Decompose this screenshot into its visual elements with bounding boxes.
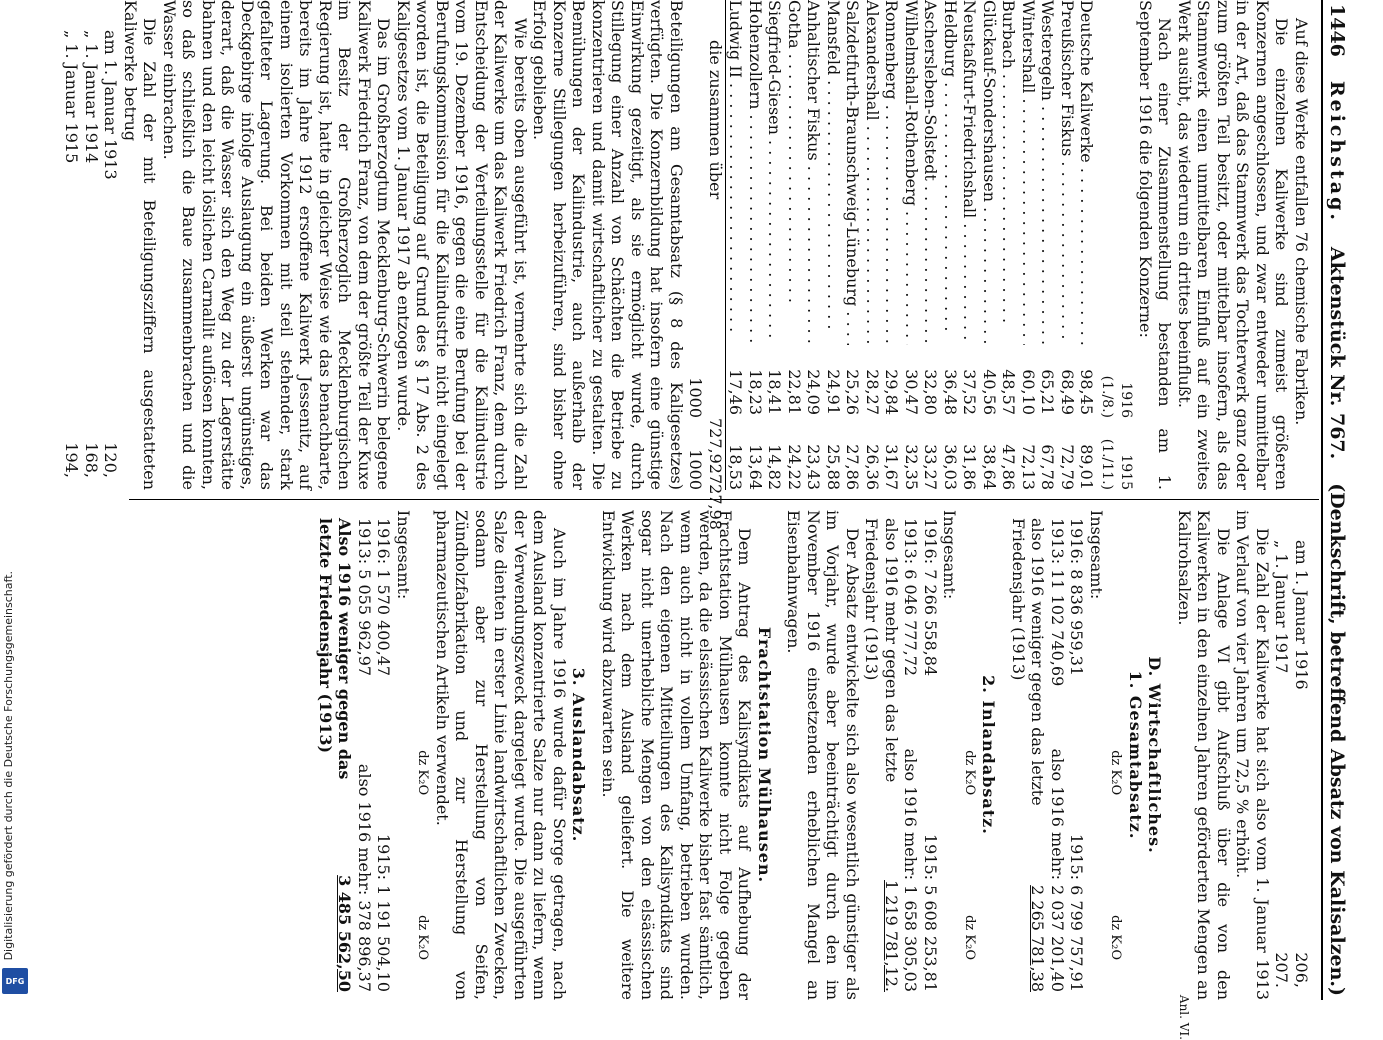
value-row: 1913: 5 055 962,97 also 1916 mehr: 378 896,37 <box>355 518 374 992</box>
value-row: 1916: 8 836 959,31 1915: 6 799 757,91 <box>1067 518 1087 992</box>
value-1915: 67,78 <box>1038 444 1058 490</box>
col-head-1916: 1916 (1./8.) <box>1099 375 1135 418</box>
paragraph: Beteiligungen am Gesamtabsatz (§ 8 des Kaligesetzes) verfügten. Die Konzernbildung hat insofern eine günstige Einwirkung gezeitigt, als sie ermöglicht wurde, durch Stillegung einer Anzahl von Schächten die Betriebe zu konzentrieren und damit wirtschaftlicher zu gestalten. Die Bemühungen der Kaliindustrie, auch außerhalb der Konzerne Stillegungen herbeizuführen, sind bisher ohne Erfolg geblieben. <box>530 0 686 490</box>
konzern-name: Westeregeln . . . <box>1038 0 1058 345</box>
rotated-page <box>62 0 1355 1040</box>
header-subject: (Denkschrift, betreffend Absatz von Kalisalzen.) <box>1326 483 1349 996</box>
value-1916: 32,80 <box>921 369 941 415</box>
table-row <box>1077 0 1097 490</box>
value-row: 1913: 11 102 740,69 also 1916 mehr: 2 037 201,40 <box>1048 518 1067 992</box>
value-1915: 33,27 <box>921 444 941 490</box>
table-row <box>999 0 1019 490</box>
value-1915: 13,64 <box>746 444 765 490</box>
table-row <box>1058 0 1078 490</box>
value-1916: 40,56 <box>980 369 999 415</box>
value-1915: 72,13 <box>1019 444 1038 490</box>
value-1915: 38,64 <box>980 444 999 490</box>
sum-1915: 727,98 <box>706 473 725 530</box>
konzern-name: Preußischer Fiskus . . . <box>1058 0 1078 345</box>
table-row <box>726 0 746 490</box>
table-row <box>1038 0 1058 490</box>
sum-row <box>706 0 727 530</box>
value-1916: 28,27 <box>863 369 882 415</box>
count-row: „ 1. Januar 1914 168, <box>82 30 101 478</box>
value-1915: 36,03 <box>941 444 960 490</box>
table-row <box>824 0 844 490</box>
unit-row: dz K₂O dz K₂O <box>1108 750 1124 960</box>
page-header <box>1321 0 1355 1000</box>
table-row <box>843 0 863 490</box>
value-1915: 25,88 <box>824 444 843 490</box>
header-title: Reichstag. <box>1326 80 1349 223</box>
konzern-name: Neustaßfurt-Friedrichshall . . . <box>960 0 980 345</box>
value-1915: 23,43 <box>804 444 824 490</box>
value-1916: 22,81 <box>785 369 804 415</box>
count-row: am 1. Januar 1916 206, <box>1292 540 1311 988</box>
table-header <box>1097 0 1136 490</box>
paragraph: Auf diese Werke entfallen 76 chemische Fabriken. <box>1292 18 1311 426</box>
count-row: „ 1. Januar 1915 194, <box>62 30 82 478</box>
value-1915: 18,53 <box>726 444 746 490</box>
label: Insgesamt: <box>1087 510 1106 600</box>
label: Insgesamt: <box>394 510 413 600</box>
value-1916: 25,26 <box>843 369 863 415</box>
konzern-name: Ronnenberg . . . <box>882 0 902 345</box>
paragraph: Nach einer Zusammenstellung bestanden am 1. September 1916 die folgenden Konzerne: <box>1136 0 1175 490</box>
konzern-name: Siegfried-Giesen . . . <box>765 0 785 345</box>
konzern-name: Glückauf-Sondershausen . . . <box>980 0 1000 345</box>
section-heading: Frachtstation Mülhausen. <box>755 626 774 884</box>
value-1916: 65,21 <box>1038 369 1058 415</box>
footer-text: Digitalisierung gefördert durch die Deutsche Forschungsgemeinschaft. <box>2 570 15 960</box>
digitization-footer <box>0 0 40 1000</box>
value-1916: 29,84 <box>882 369 902 415</box>
konzern-name: Deutsche Kaliwerke . . . <box>1077 0 1097 345</box>
value-1915: 32,35 <box>902 444 921 490</box>
konzern-name: Wintershall . . . <box>1019 0 1039 345</box>
value-1916: 36,48 <box>941 369 960 415</box>
paragraph: Die einzelnen Kaliwerke sind zumeist größeren Konzernen angeschlossen, und zwar entweder unmittelbar in der Art, daß das Stammwerk das Tochterwerk ganz oder zum größten Teil besitzt, oder mittelbar insofern, als das Stammwerk einen unmittelbaren Einfluß auf ein zweites Werk ausübt, das wiederum ein drittes beeinflußt. <box>1175 0 1292 490</box>
value-1915: 14,82 <box>765 444 785 490</box>
table-row <box>960 0 980 490</box>
header-doc: Aktenstück Nr. 767. <box>1326 246 1349 460</box>
value-1915: 24,22 <box>785 444 804 490</box>
value-1915: 26,36 <box>863 444 882 490</box>
table-row <box>765 0 785 490</box>
sum-label: die zusammen über <box>706 40 725 200</box>
konzern-name: Hohenzollern . . . <box>746 0 766 345</box>
table-row <box>863 0 883 490</box>
value-row: 1913: 6 046 777,72 also 1916 mehr: 1 658 305,03 <box>901 518 921 992</box>
col-head-1915: 1915 (1./11.) <box>1099 438 1135 490</box>
value-1916: 24,09 <box>804 369 824 415</box>
section-heading: D. Wirtschaftliches. <box>1145 656 1165 854</box>
table-row <box>804 0 824 490</box>
paragraph: Die Zahl der mit Beteiligungsziffern ausgestatteten Kaliwerke betrug <box>121 0 160 490</box>
table-row <box>785 0 805 490</box>
page-number: 1446 <box>1326 4 1349 57</box>
table-row <box>882 0 902 490</box>
count-row: am 1. Januar 1913 120, <box>101 30 121 478</box>
paragraph: Dem Antrag des Kalisyndikats auf Aufhebung der Frachtstation Mülhausen konnte nicht Folge gegeben werden, da die elsässischen Kaliwerke bisher fast sämtlich, wenn auch nicht in vollem Umfang, betrieben wurden. Nach den eigenen Mitteilungen des Kalisyndikats sind sogar nicht unerhebliche Mengen von den elsässischen Werken nach dem Ausland geliefert. Die weitere Entwicklung wird abzuwarten sein. <box>599 510 755 1000</box>
konzern-table <box>726 0 1097 490</box>
table-row <box>1019 0 1039 490</box>
value-1916: 37,52 <box>960 369 980 415</box>
konzern-name: Anhaltischer Fiskus . . . <box>804 0 824 345</box>
value-1916: 30,47 <box>902 369 921 415</box>
table-row <box>980 0 1000 490</box>
value-1915: 27,86 <box>843 444 863 490</box>
value-1916: 24,91 <box>824 369 843 415</box>
value-1916: 17,46 <box>726 369 746 415</box>
total-1916: 1000 <box>686 377 706 418</box>
margin-note: Anl. VI. <box>1177 994 1191 1040</box>
left-column <box>62 0 1311 530</box>
value-row: 1916: 7 266 558,84 1915: 5 608 253,81 <box>921 518 940 992</box>
value-row: also 1916 weniger gegen das letzte Friedensjahr (1913) 2 265 781,38 <box>1009 518 1048 992</box>
total-1915: 1000 <box>686 449 706 490</box>
value-row: 1916: 1 570 400,47 1915: 1 191 504,10 <box>374 518 394 992</box>
konzern-name: Aschersleben-Solstedt . . . <box>921 0 941 345</box>
value-1915: 89,01 <box>1077 444 1097 490</box>
dfg-logo: DFG <box>2 968 28 994</box>
count-row: „ 1. Januar 1917 207. <box>1272 540 1292 988</box>
table-row <box>941 0 961 490</box>
section-heading: 3. Auslandabsatz. <box>569 667 589 843</box>
value-1916: 18,23 <box>746 369 765 415</box>
sum-1916: 727,92 <box>706 418 725 474</box>
paragraph: Wie bereits oben ausgeführt ist, vermehrte sich die Zahl der Kaliwerke um das Kaliwerk Friedrich Franz, dem durch Entscheidung der Verteilungsstelle für die Kaliindustrie vom 19. Dezember 1916, gegen die eine Berufung bei der Berufungskommission für die Kaliindustrie nicht eingelegt worden ist, die Beteiligung auf Grund des § 17 Abs. 2 des Kaligesetzes vom 1. Januar 1917 ab entzogen wurde. <box>394 0 530 490</box>
paragraph: Der Absatz entwickelte sich also wesentlich günstiger als im Vorjahr, wurde aber beeinträchtigt durch den im November 1916 einsetzenden erheblichen Mangel an Eisenbahnwagen. <box>784 510 862 1000</box>
paragraph: Die Zahl der Kaliwerke hat sich also vom 1. Januar 1913 im Verlauf von vier Jahren um 72,5 % erhöht. <box>1233 510 1272 1000</box>
konzern-name: Gotha . . . <box>785 0 805 345</box>
table-row <box>921 0 941 490</box>
konzern-name: Salzdetfurth-Braunschweig-Lüneburg . . . <box>843 0 863 345</box>
value-1916: 98,45 <box>1077 369 1097 415</box>
value-row: also 1916 mehr gegen das letzte Friedensjahr (1913) 1 219 781,12. <box>862 518 901 992</box>
konzern-name: Wilhelmshall-Rothenberg . . . <box>902 0 922 345</box>
table-row <box>902 0 922 490</box>
total-row <box>686 0 706 490</box>
unit-row: dz K₂O dz K₂O <box>415 750 431 960</box>
konzern-name: Alexandershall . . . <box>863 0 883 345</box>
paragraph: Die Anlage VI gibt Aufschluß über die von den Kaliwerken in den einzelnen Jahren geförderten Mengen an Kalirohsalzen. <box>1175 510 1233 1000</box>
value-1915: 72,79 <box>1058 444 1077 490</box>
value-1915: 47,86 <box>999 444 1019 490</box>
paragraph: Das im Großherzogtum Mecklenburg-Schwerin belegene Kaliwerk Friedrich Franz, von dem der größte Teil der Kuxe im Besitz der Großherzoglich Mecklenburgischen Regierung ist, hatte in gleicher Weise wie das benachbarte, bereits im Jahre 1912 ersoffene Kaliwerk Jessenitz, auf einem isolierten Vorkommen mit steil stehender, stark gefalteter Lagerung. Bei beiden Werken war das Deckgebirge infolge Auslaugung ein äußerst ungünstiges, derart, daß die Wasser sich den Weg zu der Lagerstätte bahnen und den leicht löslichen Carnallit auflösen konnten, so daß schließlich die Baue zusammenbrachen und die Wasser einbrachen. <box>160 0 394 490</box>
value-1915: 31,86 <box>960 444 980 490</box>
paragraph: Auch im Jahre 1916 wurde dafür Sorge getragen, nach dem Ausland konzentrierte Salze nur dann zu liefern, wenn der Verwendungszweck dargelegt wurde. Die ausgeführten Salze dienten in erster Linie landwirtschaftlichen Zwecken, sodann aber zur Herstellung von Seifen, Zündholzfabrikation und zur Herstellung von pharmazeutischen Artikeln verwendet. <box>433 510 569 1000</box>
unit-row: dz K₂O dz K₂O <box>962 750 977 960</box>
konzern-name: Mansfeld . . . <box>824 0 844 345</box>
konzern-name: Ludwig II . . . <box>726 0 746 345</box>
table-row <box>746 0 766 490</box>
value-1916: 48,57 <box>999 369 1019 415</box>
value-1916: 60,10 <box>1019 369 1038 415</box>
value-row: Also 1916 weniger gegen das letzte Friedensjahr (1913) 3 485 562,50 <box>316 518 355 992</box>
value-1916: 18,41 <box>765 369 785 415</box>
section-heading: 2. Inlandabsatz. <box>979 675 999 835</box>
section-heading: 1. Gesamtabsatz. <box>1126 670 1145 840</box>
konzern-name: Heldburg . . . <box>941 0 961 345</box>
value-1915: 31,67 <box>882 444 902 490</box>
konzern-name: Burbach . . . <box>999 0 1019 345</box>
value-1916: 68,49 <box>1058 369 1077 415</box>
label: Insgesamt: <box>940 510 960 600</box>
right-column <box>131 510 1311 1040</box>
